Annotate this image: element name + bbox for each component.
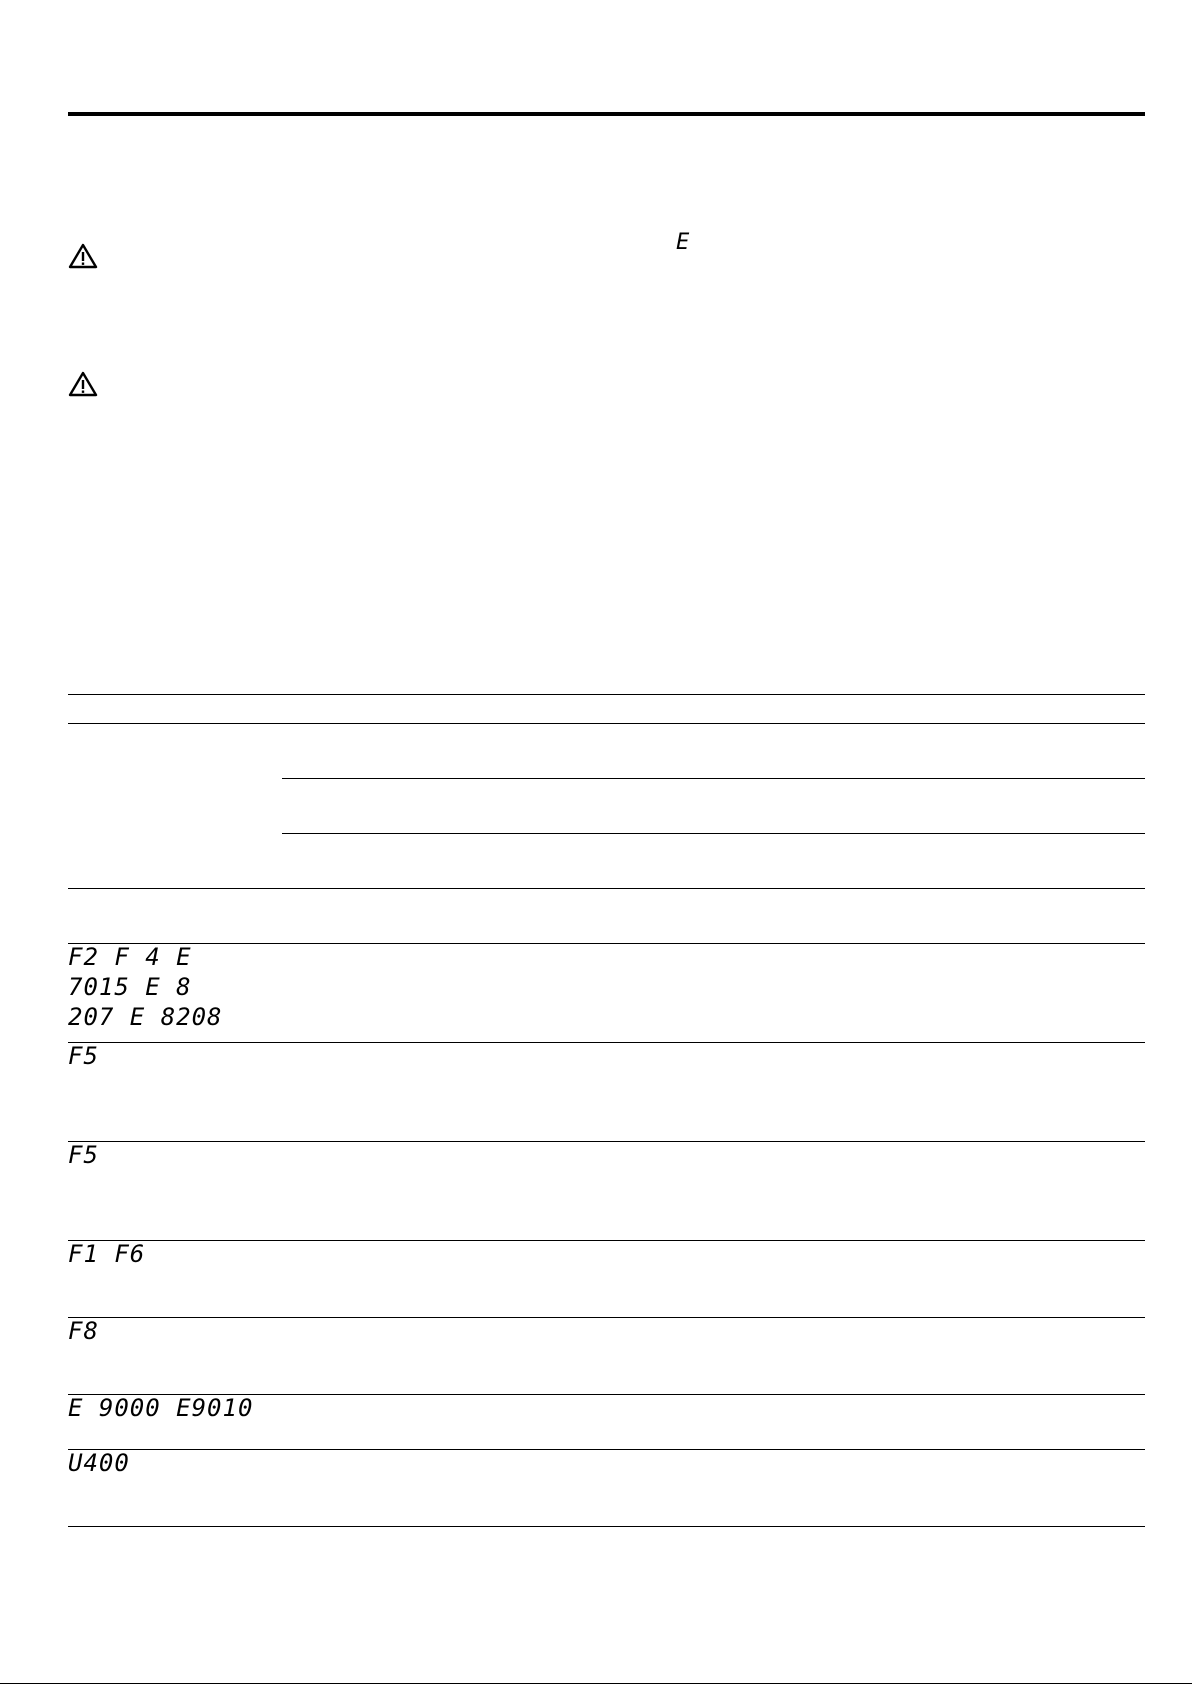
inline-display-symbol: E xyxy=(676,230,691,255)
top-rule xyxy=(68,112,1145,116)
warning-icon xyxy=(68,243,98,269)
table-row-code: E 9000 E9010 xyxy=(68,1394,254,1422)
table-row-code: F1 F6 xyxy=(68,1240,146,1268)
table-bottom-line xyxy=(68,1526,1145,1527)
table-row-code: F2 F 4 E 7015 E 8 207 E 8208 xyxy=(68,943,223,1031)
table-row-code: F8 xyxy=(68,1317,99,1345)
table-header-line xyxy=(68,723,1145,724)
bottom-rule xyxy=(0,1683,1192,1684)
table-row-line xyxy=(68,888,1145,889)
table-row-code: F5 xyxy=(68,1141,99,1169)
warning-icon xyxy=(68,371,98,397)
table-sub-line xyxy=(282,778,1145,779)
table-top-line xyxy=(68,694,1145,695)
table-row-code: F5 xyxy=(68,1042,99,1070)
table-sub-line xyxy=(282,833,1145,834)
table-row-code: U400 xyxy=(68,1449,130,1477)
